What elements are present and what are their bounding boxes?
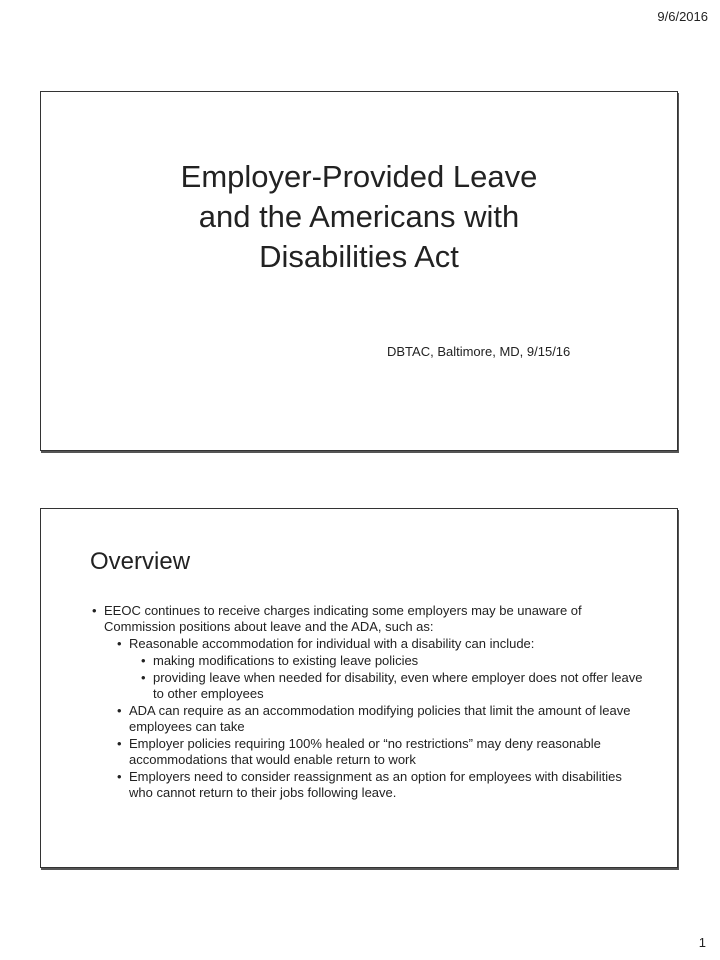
overview-slide — [40, 508, 678, 868]
bullet-list — [89, 603, 649, 802]
title-slide — [40, 91, 678, 451]
bullet-text: Employers need to consider reassignment as an option for employees with disabilities who cannot return to their jobs following leave. — [129, 769, 622, 800]
bullet-item — [92, 603, 649, 635]
bullet-icon: • — [117, 703, 122, 718]
bullet-icon: • — [141, 653, 146, 668]
bullet-text: providing leave when needed for disability, even where employer does not offer leave to other employees — [153, 670, 643, 701]
header-date: 9/6/2016 — [657, 9, 708, 24]
bullet-icon: • — [141, 670, 146, 685]
bullet-item — [141, 653, 649, 669]
title-line: and the Americans with — [198, 199, 520, 234]
page-number: 1 — [698, 935, 706, 950]
bullet-item — [117, 636, 649, 652]
bullet-item — [117, 769, 649, 801]
bullet-item — [117, 703, 649, 735]
slide-title: Overview — [90, 548, 191, 575]
bullet-text: Reasonable accommodation for individual with a disability can include: — [129, 636, 535, 651]
bullet-text: EEOC continues to receive charges indicating some employers may be unaware of Commission positions about leave and the ADA, such as: — [104, 603, 582, 634]
bullet-icon: • — [117, 736, 122, 751]
bullet-text: making modifications to existing leave policies — [153, 653, 419, 668]
bullet-icon: • — [92, 603, 97, 618]
bullet-icon: • — [117, 769, 122, 784]
presentation-title — [41, 157, 677, 277]
bullet-text: ADA can require as an accommodation modifying policies that limit the amount of leave employees can take — [129, 703, 631, 734]
bullet-item — [141, 670, 649, 702]
bullet-icon: • — [117, 636, 122, 651]
title-line: Disabilities Act — [259, 239, 459, 274]
bullet-text: Employer policies requiring 100% healed or “no restrictions” may deny reasonable accommodations that would enable return to work — [129, 736, 601, 767]
bullet-item — [117, 736, 649, 768]
title-line: Employer-Provided Leave — [180, 159, 538, 194]
presentation-subtitle: DBTAC, Baltimore, MD, 9/15/16 — [387, 344, 571, 359]
